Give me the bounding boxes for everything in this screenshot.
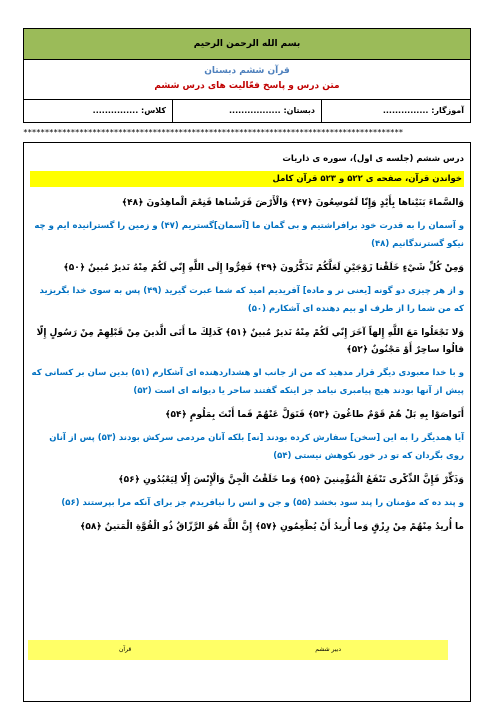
verse-arabic: وَالسَّماءَ بَنَيْناها بِأَيْدٍ وَإِنّا لَمُوسِعُونَ ﴿۴۷﴾ وَالْأَرْضَ فَرَشْناها فَنِعْمَ الْماهِدُونَ ﴿۴۸﴾ [121, 198, 464, 208]
section-title: درس ششم (جلسه ی اول)، سوره ی ذاریات [282, 154, 464, 164]
verse-translation: آیا همدیگر را به این [سخن] سفارش کرده بودند [نه] بلکه آنان مردمی سرکش بودند (۵۳) پس از آنان روی بگردان که تو در خور نکوهش نیستی (۵۴) [49, 433, 464, 461]
class-field: کلاس: ............... [24, 100, 173, 122]
verse-translation: و پند ده که مؤمنان را پند سود بخشد (۵۵) و جن و انس را نیافریدم جز برای آنکه مرا بپرستند (۵۶) [61, 498, 464, 508]
verse-arabic: أَتَواصَوْا بِهِ بَلْ هُمْ قَوْمٌ طاغُونَ ﴿۵۳﴾ فَتَوَلَّ عَنْهُمْ فَما أَنْتَ بِمَلُومٍ ﴿۵۴﴾ [165, 410, 464, 420]
header-box [23, 28, 471, 123]
footer-lesson-label: دبیر ششم [315, 646, 341, 653]
star-divider: **************************************************************************************** [23, 128, 403, 137]
info-row [24, 100, 470, 122]
verse-translation: و از هر چیزی دو گونه [یعنی نر و ماده] آفریدیم امید که شما عبرت گیرید (۴۹) پس به سوی خدا بگریزید که من شما را از طرف او بیم دهنده ای آشکارم (۵۰) [39, 286, 464, 314]
verse-translation: و آسمان را به قدرت خود برافراشتیم و بی گمان ما [آسمان]گستریم (۴۷) و زمین را گسترانیده ایم و چه نیکو گسترندگانیم (۴۸) [34, 221, 464, 249]
lesson-content [23, 142, 471, 702]
verse-arabic: وَلا تَجْعَلُوا مَعَ اللَّهِ إِلهاً آخَرَ إِنّي لَكُمْ مِنْهُ نَذيرٌ مُبينٌ ﴿۵۱﴾ كَذلِكَ ما أَتَى الَّذينَ مِنْ قَبْلِهِمْ مِنْ رَسُولٍ إِلّا قالُوا ساحِرٌ أَوْ مَجْنُونٌ ﴿۵۲﴾ [36, 328, 464, 355]
page-subtitle: متن درس و پاسخ فعّالیت های درس ششم [154, 81, 340, 91]
footer-bar [28, 640, 448, 660]
verse-translation: و با خدا معبودی دیگر قرار مدهید که من از جانب او هشداردهنده ای آشکارم (۵۱) بدین سان بر کسانی که پیش از آنها بودند هیچ پیامبری نیامد جز اینکه گفتند ساحر یا دیوانه ای است (۵۲) [31, 368, 464, 396]
basmala: بسم الله الرحمن الرحیم [24, 29, 470, 60]
teacher-field: آموزگار: ............... [382, 106, 464, 115]
verse-arabic: وَذَكِّرْ فَإِنَّ الذِّكْرى تَنْفَعُ الْمُؤْمِنينَ ﴿۵۵﴾ وَما خَلَقْتُ الْجِنَّ وَالْإِنْسَ إِلّا لِيَعْبُدُونِ ﴿۵۶﴾ [118, 475, 464, 485]
verse-arabic: ما أُريدُ مِنْهُمْ مِنْ رِزْقٍ وَما أُريدُ أَنْ يُطْعِمُونِ ﴿۵۷﴾ إِنَّ اللَّهَ هُوَ الرَّزّاقُ ذُو الْقُوَّةِ الْمَتينُ ﴿۵۸﴾ [80, 522, 464, 532]
page-title: قرآن ششم دبستان [204, 66, 290, 76]
school-field: دبستان: ................. [173, 100, 322, 122]
worksheet-page [23, 28, 471, 702]
verse-arabic: وَمِنْ كُلِّ شَيْءٍ خَلَقْنا زَوْجَيْنِ لَعَلَّكُمْ تَذَكَّرُونَ ﴿۴۹﴾ فَفِرُّوا إِلَى اللَّهِ إِنّي لَكُمْ مِنْهُ نَذيرٌ مُبينٌ ﴿۵۰﴾ [63, 263, 464, 273]
title-block [24, 60, 470, 100]
reading-instruction: خواندن قرآن، صفحه ی ۵۲۲ و ۵۲۳ قرآن کامل [30, 171, 464, 187]
footer-subject-label: قرآن [119, 646, 132, 653]
